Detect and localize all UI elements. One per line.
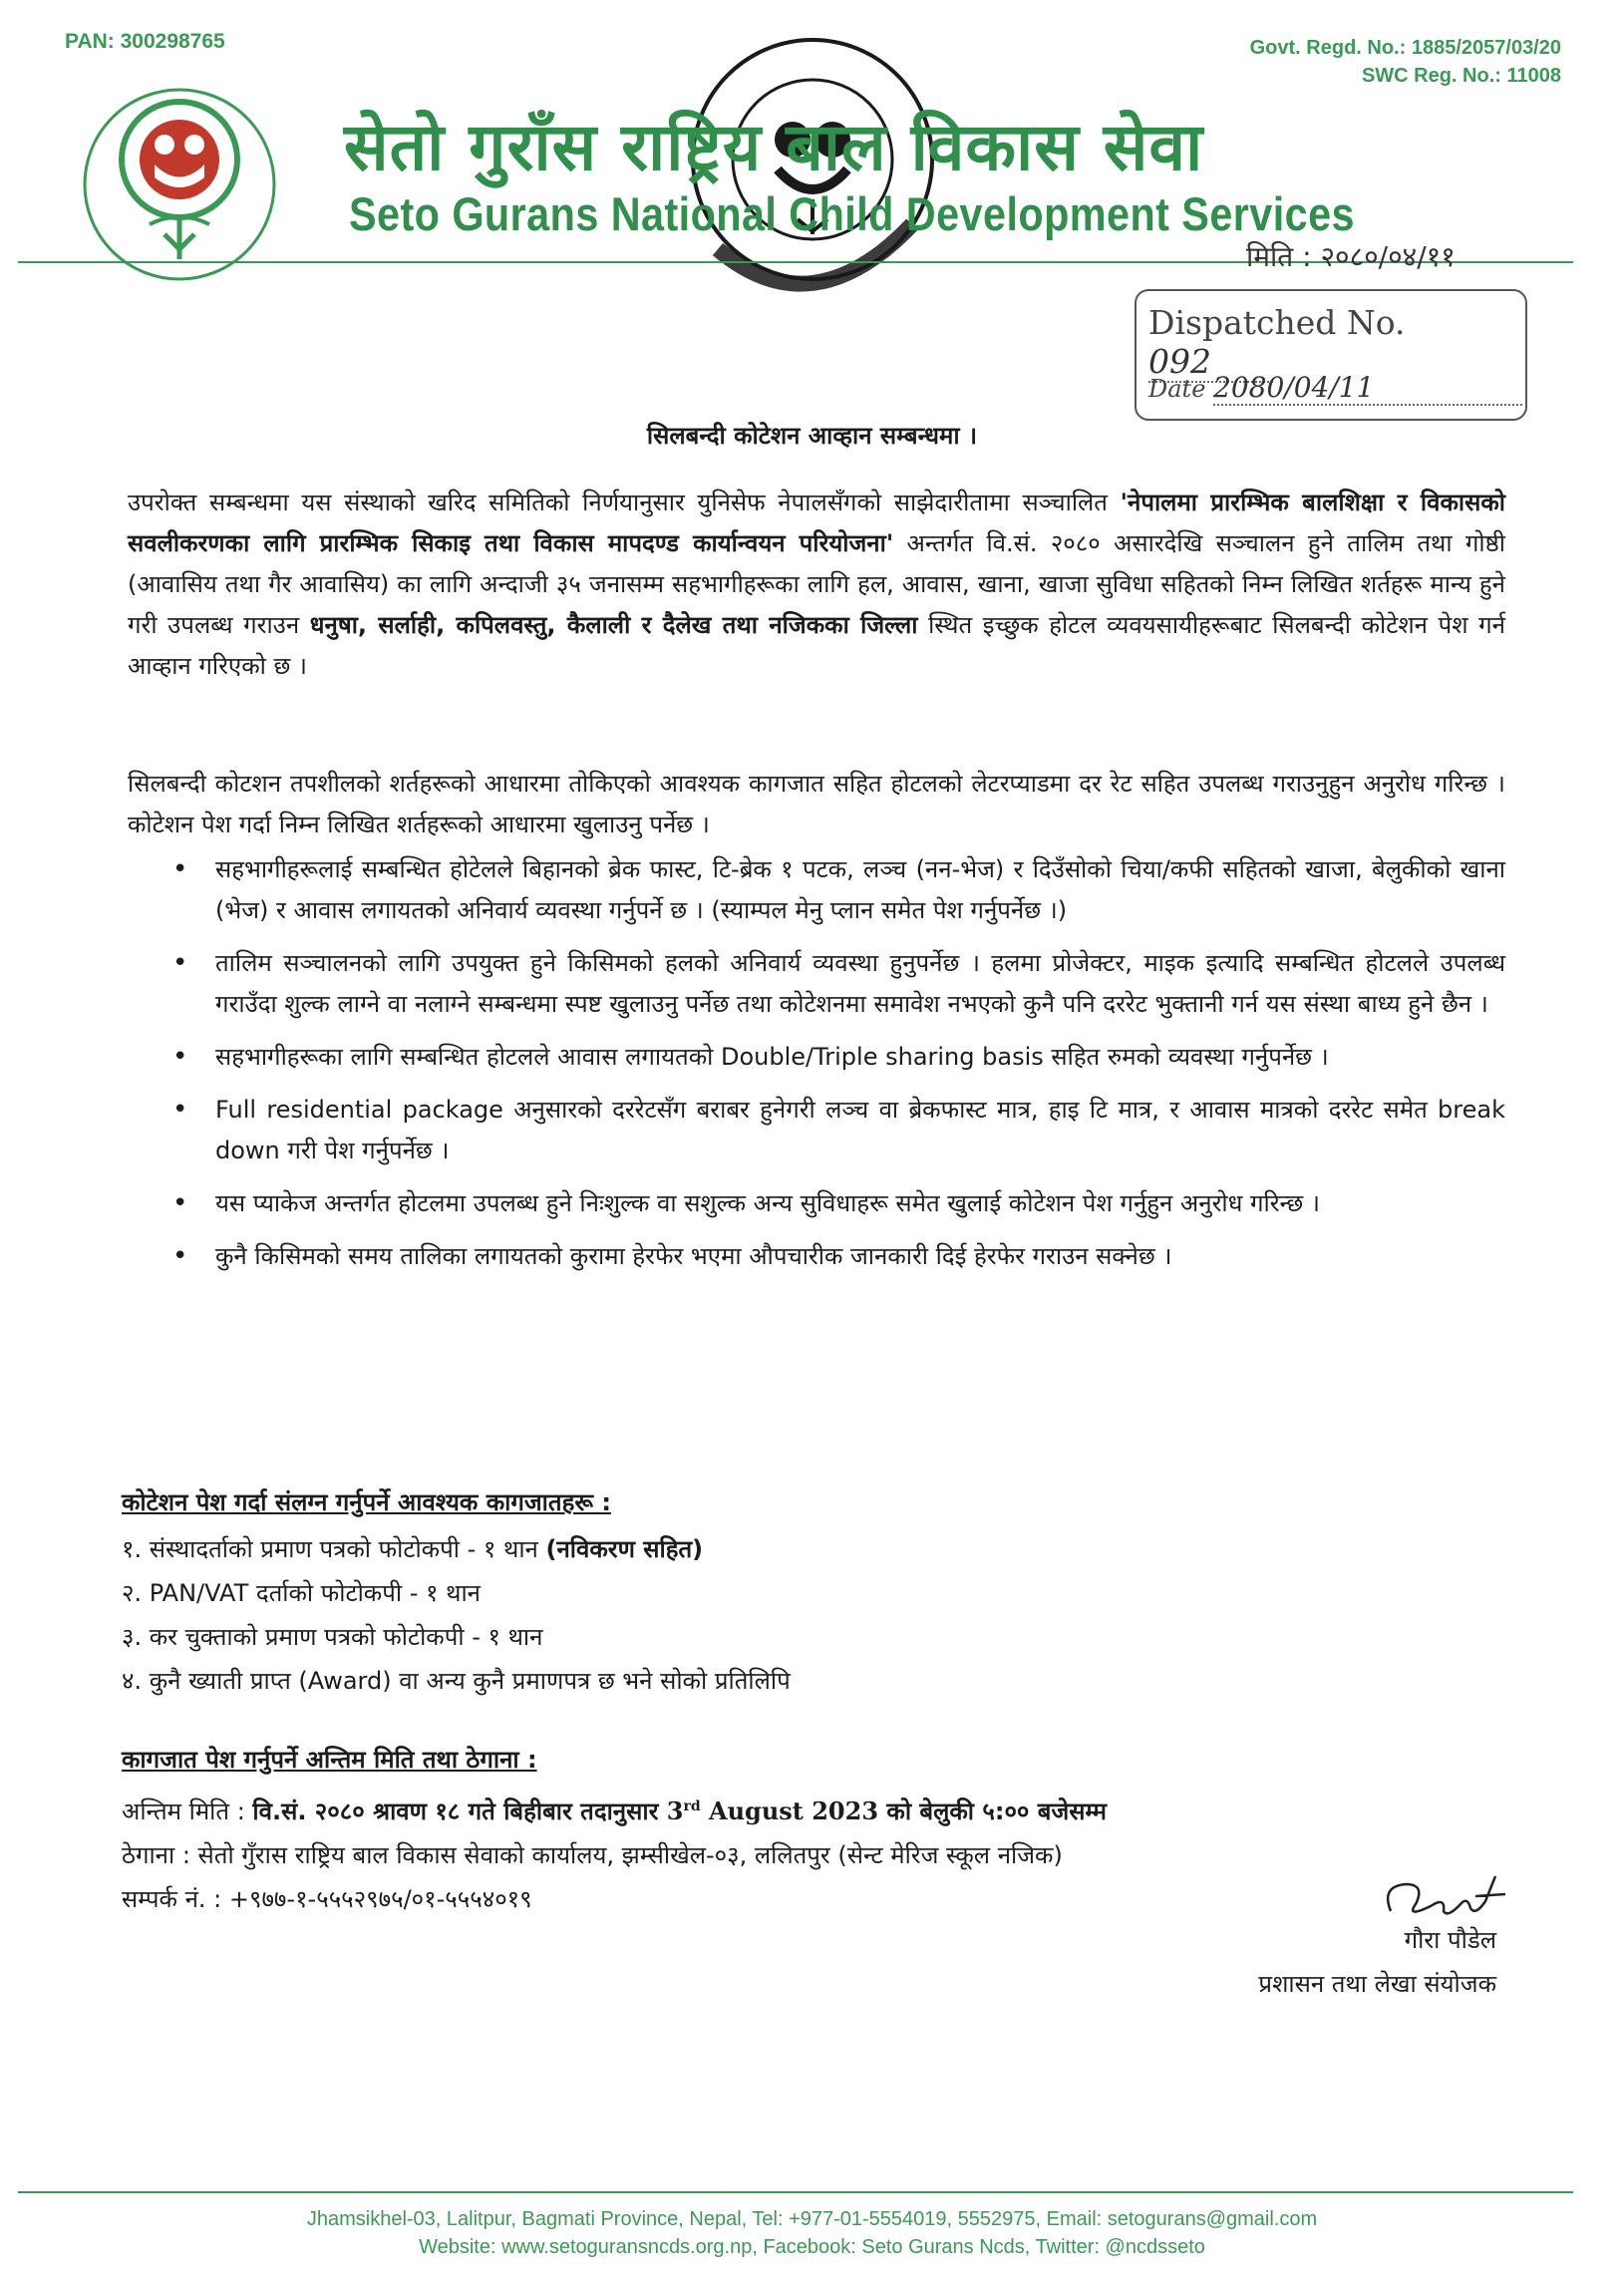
- contact-number: सम्पर्क नं. : +९७७-१-५५५२९७५/०१-५५५४०१९: [122, 1885, 532, 1913]
- footer: [0, 2205, 1624, 2261]
- district-list: धनुषा, सर्लाही, कपिलवस्तु, कैलाली र दैलेख तथा नजिकका जिल्ला: [309, 611, 918, 639]
- conditions-list: [128, 849, 1505, 1289]
- intro-tail: स्थित इच्छुक होटल व्यवयसायीहरूबाट सिलबन्दी कोटेशन पेश गर्न आव्हान गरिएको छ ।: [128, 611, 1506, 680]
- dispatch-date-value: 2080/04/11: [1213, 371, 1375, 404]
- signatory-block: [1258, 1918, 1496, 2006]
- dispatch-number: 092: [1148, 342, 1211, 381]
- office-address: ठेगाना : सेतो गुँरास राष्ट्रिय बाल विकास सेवाको कार्यालय, झम्सीखेल-०३, ललितपुर (सेन्ट मेरिज स्कूल नजिक): [122, 1841, 1063, 1869]
- organization-logo: [55, 60, 304, 309]
- govt-regd-no: Govt. Regd. No.: 1885/2057/03/20: [1249, 37, 1561, 59]
- deadline-heading: कागजात पेश गर्नुपर्ने अन्तिम मिति तथा ठेगाना :: [122, 1746, 537, 1774]
- documents-heading: कोटेशन पेश गर्दा संलग्न गर्नुपर्ने आवश्यक कागजातहरू :: [122, 1488, 611, 1516]
- list-item: • तालिम सञ्चालनको लागि उपयुक्त हुने किसिमको हलको अनिवार्य व्यवस्था हुनुपर्नेछ । हलमा प्रोजेक्टर, माइक इत्यादि सम्बन्धित होटलले उपलब्ध गराउँदा शुल्क लाग्ने वा नलाग्ने सम्बन्धमा स्पष्ट खुलाउनु पर्नेछ तथा कोटेशनमा समावेश नभएको कुनै पनि दररेट भुक्तानी गर्न यस संस्था बाध्य हुने छैन ।: [128, 943, 1505, 1025]
- document-item: ३. कर चुक्ताको प्रमाण पत्रको फोटोकपी - १ थान: [122, 1623, 543, 1651]
- dispatch-date-label: Date: [1148, 375, 1206, 403]
- document-item: ४. कुनै ख्याती प्राप्त (Award) वा अन्य कुनै प्रमाणपत्र छ भने सोको प्रतिलिपि: [122, 1667, 791, 1695]
- footer-web: Website: www.setoguransncds.org.np, Facebook: Seto Gurans Ncds, Twitter: @ncdsseto: [419, 2236, 1205, 2258]
- conditions-intro-paragraph: सिलबन्दी कोटशन तपशीलको शर्तहरूको आधारमा तोकिएको आवश्यक कागजात सहित होटलको लेटरप्याडमा दर रेट सहित उपलब्ध गराउनुहुन अनुरोध गरिन्छ । कोटेशन पेश गर्दा निम्न लिखित शर्तहरूको आधारमा खुलाउनु पर्नेछ ।: [128, 770, 1505, 838]
- pan-number: PAN: 300298765: [65, 30, 225, 53]
- dispatch-stamp-box: [1135, 289, 1527, 421]
- letter-date: मिति : २०८०/०४/११: [1246, 240, 1456, 273]
- org-name-nepali: सेतो गुराँस राष्ट्रिय बाल विकास सेवा: [344, 109, 1204, 185]
- swc-reg-no: SWC Reg. No.: 11008: [1361, 65, 1561, 87]
- footer-address: Jhamsikhel-03, Lalitpur, Bagmati Province, Nepal, Tel: +977-01-5554019, 5552975, Email: setogurans@gmail.com: [306, 2208, 1318, 2230]
- list-item: • यस प्याकेज अन्तर्गत होटलमा उपलब्ध हुने निःशुल्क वा सशुल्क अन्य सुविधाहरू समेत खुलाई कोटेशन पेश गर्नुहुन अनुरोध गरिन्छ ।: [128, 1183, 1505, 1224]
- deadline-date: अन्तिम मिति : वि.सं. २०८० श्रावण १८ गते बिहीबार तदानुसार 3rd August 2023 को बेलुकी ५:०० बजेसम्म: [122, 1796, 1108, 1825]
- footer-divider: [18, 2191, 1573, 2193]
- list-item: • सहभागीहरूलाई सम्बन्धित होटेलले बिहानको ब्रेक फास्ट, टि-ब्रेक १ पटक, लञ्च (नन-भेज) र दिउँसोको चिया/कफी सहितको खाजा, बेलुकीको खाना (भेज) र आवास लगायतको अनिवार्य व्यवस्था गर्नुपर्ने छ । (स्याम्पल मेनु प्लान समेत पेश गर्नुपर्नेछ ।): [128, 849, 1505, 931]
- letter-subject: सिलबन्दी कोटेशन आव्हान सम्बन्धमा ।: [646, 422, 978, 450]
- project-name: 'नेपालमा प्रारम्भिक बालशिक्षा र विकासको सवलीकरणका लागि प्रारम्भिक सिकाइ तथा विकास मापदण्ड कार्यान्वयन परियोजना': [128, 489, 1506, 557]
- dispatch-label: Dispatched No.: [1148, 303, 1406, 342]
- deadline-details: [122, 1785, 1107, 1921]
- document-item: १. संस्थादर्ताको प्रमाण पत्रको फोटोकपी - १ थान (नविकरण सहित): [122, 1535, 704, 1563]
- list-item: • सहभागीहरूका लागि सम्बन्धित होटलले आवास लगायतको Double/Triple sharing basis सहित रुमको व्यवस्था गर्नुपर्नेछ ।: [128, 1037, 1505, 1078]
- org-name-english: Seto Gurans National Child Development Services: [349, 187, 1356, 240]
- registration-numbers: [1250, 34, 1561, 90]
- list-item: • Full residential package अनुसारको दररेटसँग बराबर हुनेगरी लञ्च वा ब्रेकफास्ट मात्र, हाइ टि मात्र, र आवास मात्रको दररेट समेत break down गरी पेश गर्नुपर्नेछ ।: [128, 1090, 1505, 1171]
- intro-paragraph: [128, 483, 1505, 687]
- intro-middle: अन्तर्गत वि.सं. २०८० असारदेखि सञ्चालन हुने तालिम तथा गोष्ठी (आवासिय तथा गैर आवासिय) का लागि अन्दाजी ३५ जनासम्म सहभागीहरूका लागि हल, आवास, खाना, खाजा सुविधा सहितको निम्न लिखित शर्तहरू मान्य हुने गरी उपलब्ध गराउन: [128, 529, 1505, 639]
- signatory-title: प्रशासन तथा लेखा संयोजक: [1258, 1970, 1496, 1998]
- list-item: • कुनै किसिमको समय तालिका लगायतको कुरामा हेरफेर भएमा औपचारीक जानकारी दिई हेरफेर गराउन सक्नेछ ।: [128, 1236, 1505, 1277]
- signatory-name: गौरा पौडेल: [1404, 1926, 1496, 1954]
- documents-list: [122, 1527, 791, 1703]
- intro-lead: उपरोक्त सम्बन्धमा यस संस्थाको खरिद समितिको निर्णयानुसार युनिसेफ नेपालसँगको साझेदारीतामा सञ्चालित: [128, 489, 1121, 516]
- dispatch-date-row: [1148, 371, 1522, 406]
- document-item: २. PAN/VAT दर्ताको फोटोकपी - १ थान: [122, 1579, 481, 1607]
